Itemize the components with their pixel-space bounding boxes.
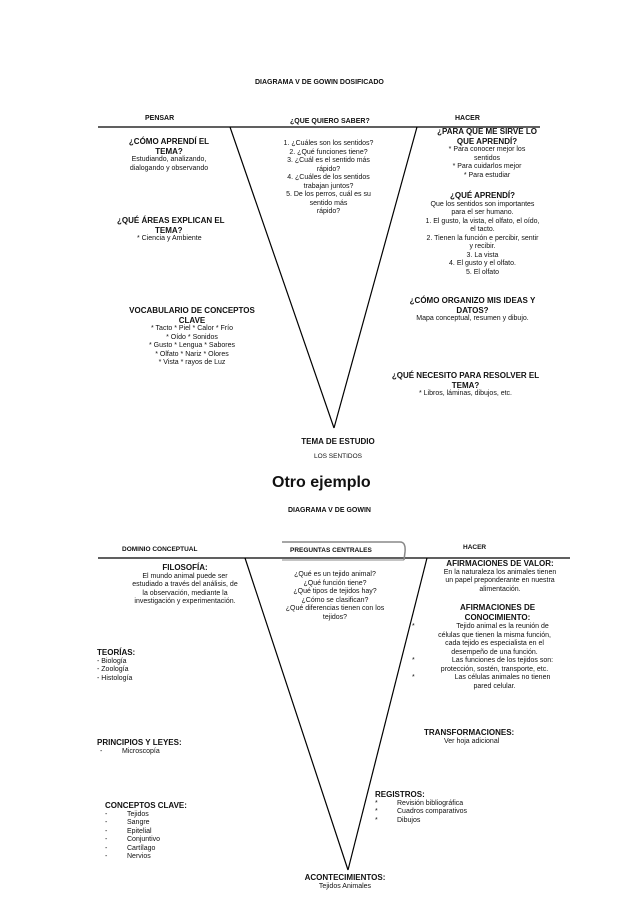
pregunta-3: ¿Qué tipos de tejidos hay? [293,588,377,595]
bullet: - [105,836,108,843]
organizo-block [395,296,550,324]
tema-title: TEMA DE ESTUDIO [301,437,375,446]
pregunta-4: ¿Cómo se clasifican? [301,596,369,604]
para-que-text-1: * Para conocer mejor los [448,146,526,153]
bullet: - [105,819,108,826]
concepto-item [105,845,187,854]
vocab-title-2: CLAVE [178,315,206,325]
af-con-item-2 [412,657,577,666]
conceptos-block [105,801,187,862]
concepto-text: Conjuntivo [127,836,161,843]
af-con-item-1-line-3: cada tejido es especialista en el [445,640,544,647]
vocab-line-1: * Tacto * Piel * Calor * Frío [151,325,233,332]
registro-item [375,808,467,817]
que-aprendi-text-1: Que los sentidos son importantes [430,200,535,208]
separator-heading: Otro ejemplo [272,474,371,491]
question-4: 4. ¿Cuáles de los sentidos [287,174,370,181]
preguntas-block [270,571,400,622]
para-que-text-4: * Para estudiar [463,171,511,179]
que-aprendi-text-7: 3. La vista [466,251,499,259]
que-aprendi-text-9: 5. El olfato [465,268,500,276]
af-con-item-3-line-1: Las células animales no tienen [454,674,551,681]
teoria-1: - Biología [97,657,127,665]
areas-title-1: ¿QUÉ ÁREAS EXPLICAN EL [117,216,225,225]
concepto-item [105,828,187,837]
necesito-text: * Libros, láminas, dibujos, etc. [419,390,512,397]
acontecimientos-title: ACONTECIMIENTOS: [304,873,386,882]
concepto-text: Tejidos [127,810,149,818]
preguntas-label: PREGUNTAS CENTRALES [290,547,372,554]
principios-block [97,738,182,756]
teorias-title: TEORÍAS: [97,648,136,657]
af-con-item-3-line-2: pared celular. [473,682,516,690]
af-con-item-2-line-2: protección, sostén, transporte, etc. [440,665,549,673]
tema-block [288,437,388,461]
necesito-block [378,371,553,399]
transformaciones-block [424,728,514,746]
como-aprendi-title-2: TEMA? [155,146,183,156]
bullet: * [412,623,415,630]
question-5b: sentido más [309,199,348,207]
af-con-title-1: AFIRMACIONES DE [459,603,536,612]
filosofia-block [110,563,260,607]
question-1: 1. ¿Cuáles son los sentidos? [283,140,374,147]
bullet: * [412,657,415,664]
registros-block [375,790,467,825]
concepto-text: Epitelial [127,827,152,835]
hacer2-label: HACER [463,544,487,551]
vocab-line-4: * Olfato * Nariz * Olores [155,350,229,358]
que-aprendi-text-2: para el ser humano. [451,209,514,216]
af-con-item-2-line-1: Las funciones de los tejidos son: [451,657,554,664]
bullet: * [412,674,415,681]
concepto-text: Sangre [127,819,150,826]
que-aprendi-text-5: 2. Tienen la función e percibir, sentir [426,234,539,242]
af-con-item-1-line-1: Tejido animal es la reunión de [456,623,549,630]
diagram1-title: DIAGRAMA V DE GOWIN DOSIFICADO [255,79,384,86]
transformaciones-title: TRANSFORMACIONES: [424,728,515,737]
vocab-line-3: * Gusto * Lengua * Sabores [148,342,235,349]
para-que-title-1: ¿PARA QUE ME SIRVE LO [437,127,537,136]
pregunta-2: ¿Qué función tiene? [303,579,367,587]
diagram2-title: DIAGRAMA V DE GOWIN [288,507,371,514]
bullet: * [375,816,378,824]
organizo-title-2: DATOS? [456,305,489,315]
transformaciones-text: Ver hoja adicional [444,737,500,745]
necesito-title-2: TEMA? [451,380,480,390]
concepto-item [105,811,187,820]
pregunta-5: ¿Qué diferencias tienen con los [285,605,385,612]
af-valor-title: AFIRMACIONES DE VALOR: [446,559,554,568]
filosofia-text-3: la observación, mediante la [142,589,228,597]
af-valor-text-3: alimentación. [479,585,521,593]
teoria-2: - Zoología [97,666,129,673]
question-4b: trabajan juntos? [303,182,354,190]
af-valor-text-2: un papel preponderante en nuestra [445,577,555,584]
concepto-item [105,836,187,845]
question-3b: rápido? [316,165,341,173]
como-aprendi-text-1: Estudiando, analizando, [131,156,207,163]
necesito-title-1: ¿QUÉ NECESITO PARA RESOLVER EL [391,371,540,380]
af-con-title-2: CONOCIMIENTO: [464,612,531,622]
que-aprendi-text-8: 4. El gusto y el olfato. [449,260,516,267]
para-que-title-2: QUE APRENDÍ? [456,136,518,146]
como-aprendi-block [104,137,234,173]
hacer-label: HACER [455,115,480,122]
filosofia-title: FILOSOFÍA: [162,563,208,572]
teoria-3: - Histología [97,674,133,682]
bullet: - [105,827,108,835]
conceptos-title: CONCEPTOS CLAVE: [105,801,187,810]
question-5: 5. De los perros, cuál es su [286,191,371,198]
bullet: - [105,844,108,852]
organizo-title-1: ¿CÓMO ORGANIZO MIS IDEAS Y [409,296,536,305]
areas-block [117,216,257,244]
areas-title-2: TEMA? [155,225,183,235]
tema-text: LOS SENTIDOS [313,452,363,460]
vocabulario-block [112,306,272,368]
que-aprendi-text-4: el tacto. [470,226,495,233]
acontecimientos-text: Tejidos Animales [318,882,372,890]
principio-text: Microscopía [122,747,160,755]
pregunta-1: ¿Qué es un tejido animal? [294,571,376,578]
para-que-text-3: * Para cuidarlos mejor [452,163,522,170]
registros-title: REGISTROS: [375,790,425,799]
principios-title: PRINCIPIOS Y LEYES: [97,738,182,747]
bullet: - [105,810,108,818]
concepto-item [105,819,187,828]
af-con-item-3 [412,674,577,683]
bullet: * [375,808,378,815]
vocab-line-2: * Oído * Sonidos [166,333,218,341]
que-quiero-saber-label: ¿QUE QUIERO SABER? [290,118,370,125]
para-que-text-2: sentidos [473,154,501,162]
que-aprendi-block [405,191,560,277]
af-con-items [412,623,577,691]
bullet: - [105,853,108,860]
registro-text: Dibujos [397,816,421,824]
bullet: * [375,799,378,807]
pensar-label: PENSAR [145,115,175,122]
concepto-text: Cartílago [127,844,156,852]
que-aprendi-text-3: 1. El gusto, la vista, el olfato, el oído, [425,217,540,225]
af-valor-block [425,559,575,594]
para-que-block [412,127,562,180]
questions-block [266,140,391,217]
registro-text: Cuadros comparativos [397,808,468,815]
registro-item [375,800,467,809]
que-aprendi-text-6: y recibir. [469,243,496,250]
bullet: - [100,747,103,755]
af-con-item-1 [412,623,577,632]
af-valor-text-1: En la naturaleza los animales tienen [443,568,557,576]
concepto-text: Nervios [127,853,151,860]
dominio-label: DOMINIO CONCEPTUAL [122,546,198,553]
acontecimientos-block [290,873,400,891]
question-5c: rápido? [316,208,341,215]
question-3: 3. ¿Cuál es el sentido más [287,157,370,164]
pregunta-6: tejidos? [322,613,348,621]
registro-text: Revisión bibliográfica [397,799,464,807]
vocab-title-1: VOCABULARIO DE CONCEPTOS [129,306,255,315]
organizo-text: Mapa conceptual, resumen y dibujo. [416,315,529,322]
filosofia-text-2: estudiado a través del análisis, de [132,581,238,588]
af-con-item-1-line-4: desempeño de una función. [451,648,538,656]
filosofia-text-1: El mundo animal puede ser [142,572,228,580]
que-aprendi-title: ¿QUÉ APRENDÍ? [449,191,516,200]
question-2: 2. ¿Qué funciones tiene? [289,148,368,156]
teorias-block [97,648,135,683]
como-aprendi-text-2: dialogando y observando [129,164,209,172]
areas-text: * Ciencia y Ambiente [137,235,202,242]
principio-item [97,748,182,757]
af-con-item-1-line-2: células que tienen la misma función, [438,631,551,639]
registro-item [375,817,467,826]
vocab-line-5: * Vista * rayos de Luz [158,359,226,366]
concepto-item [105,853,187,862]
filosofia-text-4: investigación y experimentación. [134,598,236,605]
como-aprendi-title-1: ¿CÓMO APRENDÍ EL [128,137,210,146]
af-con-title-block [440,603,555,622]
